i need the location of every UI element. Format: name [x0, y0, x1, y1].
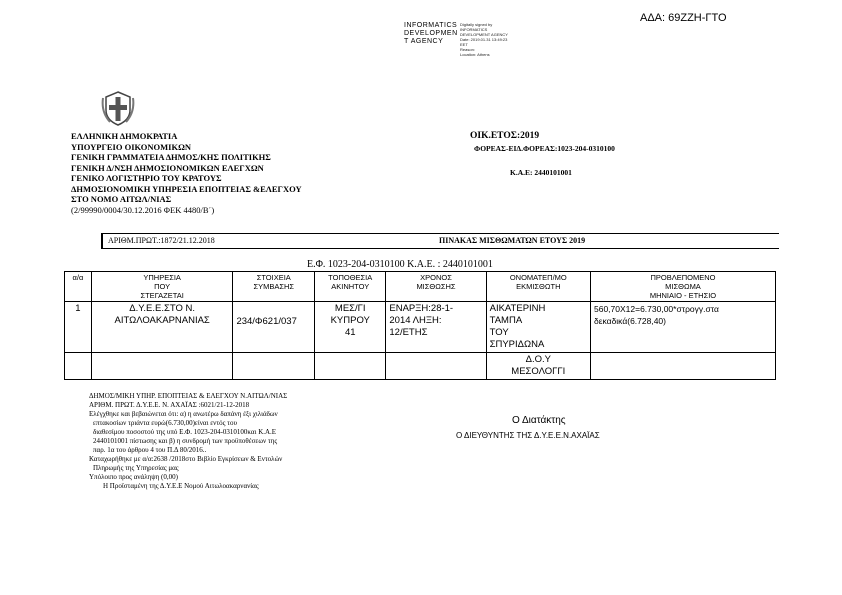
cell-text: ΤΟΥ [489, 327, 509, 338]
cell-text: ΑΙΚΑΤΕΡΙΝΗ [489, 303, 546, 314]
cell-tax-office [486, 353, 590, 380]
header-contract [233, 272, 315, 302]
leases-table [64, 271, 776, 380]
authorizing-officer-label: Ο Διατάκτης [512, 415, 566, 426]
header-text: ΣΤΟΙΧΕΙΑ [256, 273, 291, 282]
header-duration [386, 272, 486, 302]
note-line: ΑΡΙΘΜ. ΠΡΩΤ. Δ.Υ.Ε.Ε. Ν. ΑΧΑΪΑΣ :6021/21-12-2018 [89, 401, 250, 409]
signature-line: INFORMATICS [460, 27, 488, 32]
signatory-line: Η Προϊσταμένη της Δ.Υ.Ε.Ε Νομού Αιτωλοακαρνανίας [103, 482, 259, 490]
cell-text: 234/Φ621/037 [236, 316, 297, 327]
header-text: ΣΥΜΒΑΣΗΣ [253, 282, 295, 291]
header-service [91, 272, 233, 302]
issuer-line: ΔΗΜΟΣΙΟΝΟΜΙΚΗ ΥΠΗΡΕΣΙΑ ΕΠΟΠΤΕΙΑΣ &ΕΛΕΓΧΟΥ [71, 183, 302, 194]
header-text: ΟΝΟΜΑΤΕΠ/ΜΟ [509, 273, 567, 282]
issuer-line: ΓΕΝΙΚΗ Δ/ΝΣΗ ΔΗΜΟΣΙΟΝΟΜΙΚΩΝ ΕΛΕΓΧΩΝ [71, 162, 264, 173]
issuer-line: ΣΤΟ ΝΟΜΟ ΑΙΤΩΛ/ΝΙΑΣ [71, 194, 172, 204]
table-header-row [65, 272, 776, 302]
approval-notes [89, 392, 287, 491]
header-text: ΕΚΜΙΣΘΩΤΗ [516, 282, 561, 291]
header-text: ΠΡΟΒΛΕΠΟΜΕΝΟ [650, 273, 716, 282]
title-bar [101, 233, 779, 249]
note-line: Πληρωμής της Υπηρεσίας μας [93, 464, 179, 472]
cell-aa: 1 [65, 302, 92, 353]
signature-line: EET [460, 42, 468, 47]
issuer-block [71, 131, 302, 215]
cell-text: Δ.Ο.Υ [525, 354, 551, 365]
note-line: παρ. 1α του άρθρου 4 του Π.Δ 80/2016.. [93, 446, 207, 454]
header-text: ΑΚΙΝΗΤΟΥ [331, 282, 370, 291]
cell-empty [315, 353, 386, 380]
header-text: ΜΙΣΘΩΣΗΣ [416, 282, 456, 291]
director-title: Ο ΔΙΕΥΘΥΝΤΗΣ ΤΗΣ Δ.Υ.Ε.Ε.Ν.ΑΧΑΪΑΣ [456, 431, 600, 440]
cell-empty [386, 353, 486, 380]
header-text: ΥΠΗΡΕΣΙΑ [143, 273, 181, 282]
agency-line: DEVELOPMEN [404, 30, 458, 37]
issuer-line: ΓΕΝΙΚΗ ΓΡΑΜΜΑΤΕΙΑ ΔΗΜΟΣ/ΚΗΣ ΠΟΛΙΤΙΚΗΣ [71, 152, 271, 162]
signature-line: Reason: [460, 47, 475, 52]
cell-rent [590, 302, 775, 353]
table-row [65, 353, 776, 380]
header-rent [590, 272, 775, 302]
cell-text: 2014 ΛΗΞΗ: [389, 315, 442, 326]
cell-text: 12/ΕΤΗΣ [389, 327, 428, 338]
issuer-line: ΓΕΝΙΚΟ ΛΟΓΙΣΤΗΡΙΟ ΤΟΥ ΚΡΑΤΟΥΣ [71, 173, 222, 183]
cell-text: Δ.Υ.Ε.Ε.ΣΤΟ Ν. [129, 303, 196, 314]
protocol-number: ΑΡΙΘΜ.ΠΡΩΤ.:1872/21.12.2018 [108, 236, 215, 245]
signature-line: Location: Athens [460, 52, 490, 57]
header-text: ΜΗΝΙΑΙΟ - ΕΤΗΣΙΟ [649, 291, 717, 300]
document-title: ΠΙΝΑΚΑΣ ΜΙΣΘΩΜΑΤΩΝ ΕΤΟΥΣ 2019 [439, 236, 586, 245]
header-text: ΜΙΣΘΩΜΑ [665, 282, 701, 291]
header-lessor [486, 272, 590, 302]
note-line: Ελέγχθηκε και βεβαιώνεται ότι: α) η ανωτέρω δαπάνη έξι χιλιάδων [89, 410, 278, 418]
cell-location [315, 302, 386, 353]
foreas-code: ΦΟΡΕΑΣ-ΕΙΔ.ΦΟΡΕΑΣ:1023-204-0310100 [474, 144, 615, 153]
note-line: 2440101001 πίστωσης και β) η συνδρομή των προϋποθέσεων της [93, 437, 278, 445]
cell-empty [65, 353, 92, 380]
legal-reference: (2/99990/0004/30.12.2016 ΦΕΚ 4480/Β΄) [71, 204, 215, 215]
note-line: διαθεσίμου ποσοστού της υπό Ε.Φ. 1023-204-0310100και Κ.Α.Ε [93, 428, 277, 436]
greek-emblem-icon [100, 88, 136, 128]
agency-line: INFORMATICS [404, 22, 458, 29]
cell-text: ΑΙΤΩΛΟΑΚΑΡΝΑΝΙΑΣ [114, 315, 210, 326]
header-aa: α/α [65, 272, 92, 302]
budget-line: Ε.Φ. 1023-204-0310100 Κ.Α.Ε. : 2440101001 [307, 259, 493, 270]
agency-line: T AGENCY [404, 38, 444, 45]
cell-text: 41 [344, 327, 356, 338]
signature-line: Digitally signed by [460, 22, 493, 27]
signature-details [460, 22, 508, 57]
cell-text: ΤΑΜΠΑ [489, 315, 523, 326]
cell-empty [91, 353, 233, 380]
cell-service [91, 302, 233, 353]
cell-text: 560,70Χ12=6.730,00*στρογγ.στα [593, 304, 719, 314]
signature-agency-name [404, 22, 458, 46]
cell-text: ΚΥΠΡΟΥ [330, 315, 370, 326]
cell-duration [386, 302, 486, 353]
signature-line: Date: 2019.01.31 13:49:23 [460, 37, 508, 42]
cell-text: δεκαδικά(6.728,40) [593, 316, 666, 326]
cell-empty [233, 353, 315, 380]
kae-code: Κ.Α.Ε: 2440101001 [510, 168, 572, 177]
issuer-line: ΕΛΛΗΝΙΚΗ ΔΗΜΟΚΡΑΤΙΑ [71, 131, 178, 141]
fiscal-year: ΟΙΚ.ΕΤΟΣ:2019 [470, 131, 540, 141]
note-line: Καταχωρήθηκε με α/α:2638 /2018στο Βιβλίο Εγκρίσεων & Εντολών [89, 455, 283, 463]
cell-text: ΣΠΥΡΙΔΩΝΑ [489, 339, 545, 350]
note-line: ΔΗΜΟΣ/ΜΙΚΗ ΥΠΗΡ. ΕΠΟΠΤΕΙΑΣ & ΕΛΕΓΧΟΥ Ν.ΑΙΤΩΛ/ΝΙΑΣ [89, 392, 288, 400]
cell-empty [590, 353, 775, 380]
cell-text: ΜΕΣΟΛΟΓΓΙ [511, 366, 566, 377]
ada-code: ΑΔΑ: 69ΖΖΗ-ΓΤΟ [640, 12, 727, 24]
issuer-line: ΥΠΟΥΡΓΕΙΟ ΟΙΚΟΝΟΜΙΚΩΝ [71, 141, 192, 152]
note-line: Υπόλοιπο προς ανάληψη (0,00) [89, 473, 178, 481]
header-location [315, 272, 386, 302]
header-text: ΠΟΥ [154, 282, 171, 291]
cell-contract [233, 302, 315, 353]
table-row [65, 302, 776, 353]
header-text: ΧΡΟΝΟΣ [420, 273, 452, 282]
note-line: επτακοσίων τριάντα ευρώ(6.730,00)είναι εντός του [93, 419, 237, 427]
header-text: ΤΟΠΟΘΕΣΙΑ [328, 273, 373, 282]
cell-lessor [486, 302, 590, 353]
header-text: ΣΤΕΓΑΖΕΤΑΙ [140, 291, 184, 300]
cell-text: ΕΝΑΡΞΗ:28-1- [389, 303, 454, 314]
signature-line: DEVELOPMENT AGENCY [460, 32, 508, 37]
cell-text: ΜΕΣ/ΓΙ [334, 303, 366, 314]
